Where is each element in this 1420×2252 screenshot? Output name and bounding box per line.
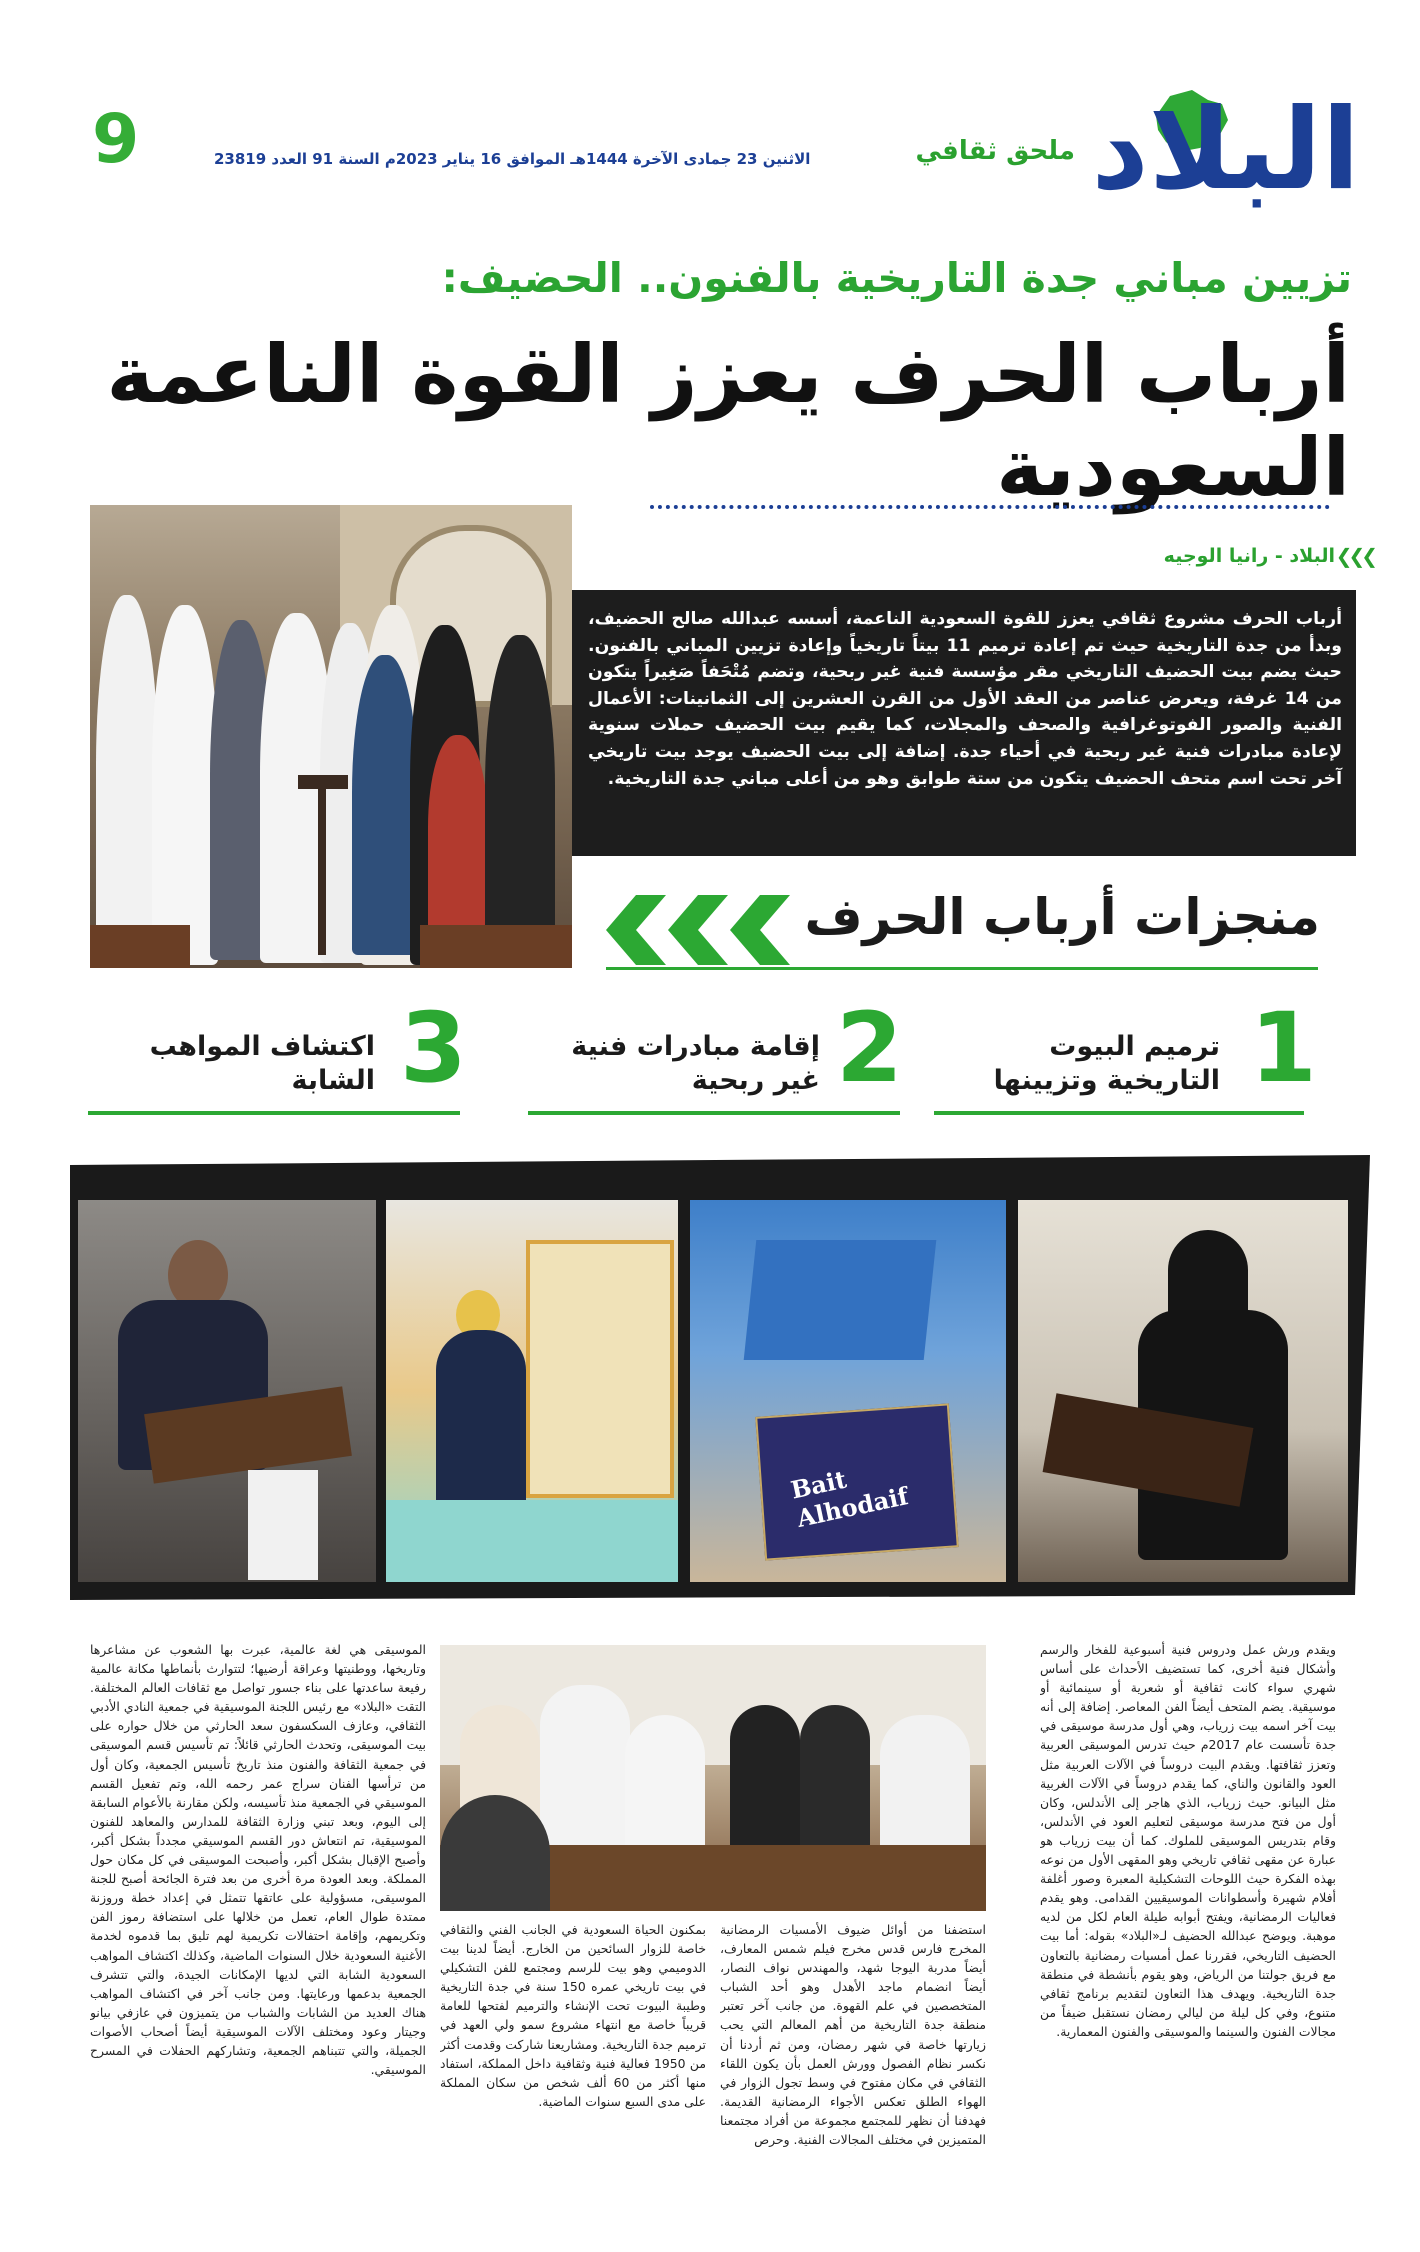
main-headline: أرباب الحرف يعزز القوة الناعمة السعودية	[106, 328, 1350, 514]
achievement-line: غير ربحية	[691, 1065, 820, 1096]
sign-text: Bait Alhodaif	[788, 1464, 911, 1533]
achievement-text-1	[920, 1030, 1220, 1098]
sub-headline: تزيين مباني جدة التاريخية بالفنون.. الحضيف:	[441, 254, 1352, 302]
column-middle-right: استضفنا من أوائل ضيوف الأمسيات الرمضانية المخرج فارس قدس مخرج فيلم شمس المعارف، أيضاً مدربة اليوجا شهد، والمهندس نواف النصار، أيضاً انضمام ماجد الأهدل وهو أحد الشباب المتخصصين في علم القهوة. من جانب آخر تعتبر منطقة جدة التاريخية من أهم المعالم التي يحب زيارتها خاصة في شهر رمضان، ومن ثم أردنا أن نكسر نظام الفصول وورش العمل بأن يكون اللقاء الثقافي في مكان مفتوح في وسط تجول الزوار في الهواء الطلق تعكس الأجواء الرمضانية القديمة. فهدفنا أن نظهر للمجتمع مجموعة من أفراد مجتمعنا المتميزين في مختلف المجالات الفنية. وحرص	[720, 1922, 986, 2148]
dotted-divider	[650, 505, 1330, 509]
achievement-underline	[528, 1111, 900, 1115]
achievement-text-3	[115, 1030, 375, 1098]
achievements-underline	[606, 967, 1318, 970]
achievement-number-2: 2	[836, 992, 903, 1104]
column-left: الموسيقى هي لغة عالمية، عبرت بها الشعوب عن مشاعرها وتاريخها، ووطنيتها وعراقة أرضيها؛ لتتوارث بأنماطها مكانة عالمية رفيعة ساعدتها على بناء جسور تواصل مع ثقافات العالم المختلفة. التقت «البلاد» مع رئيس اللجنة الموسيقية في جمعية النادي الأدبي الثقافي، وعازف السكسفون سعد الحارثي من خلال حواره على بيت الموسيقى، وتحدث الحارثي قائلاً: تم تأسيس قسم الموسيقى في جمعية الثقافة والفنون منذ تاريخ تأسيس الجمعية، وكان أول من ترأسها الفنان سراج عمر رحمه الله، وتم تفعيل القسم الموسيقي في الجمعية منذ تأسيسه، ولكن مقارنة بالأعوام السابقة إلى اليوم، وبعد تبني وزارة الثقافة للمدارس والمعاهد للفنون الموسيقية، تم انتعاش دور القسم الموسيقي مجدداً بشكل أكبر، وأصبح الإقبال بشكل أكبر، وأصبحت الموسيقى في كل مكان حول المملكة. وبعد العودة مرة أخرى من بعد فترة الجائحة أصبح للجنة الموسيقى، مسؤولية على عاتقها تتمثل في إعداد خطة وروزنة ممتدة طوال العام، تعمل من خلالها على استضافة رموز الفن وتكريمهم، وإقامة احتفالات تكريمية لهم تليق بما قدموه لخدمة الأغنية السعودية خلال السنوات الماضية، وكذلك اكتشاف المواهب السعودية الشابة التي لديها الإمكانات الجيدة، والتي تتشرف الجمعية بدعمها ورعايتها. ومن جانب آخر في اكتشاف المواهب هناك العديد من الشابات والشباب من يتميزون في عازفي بيانو وجيتار وعود ومختلف الآلات الموسيقية أيضاً أصحاب الأصوات الجميلة، والتي تتبناهم الجمعية، وتشاركهم الحفلات في المسرح الموسيقي.	[90, 1642, 426, 2078]
byline: البلاد - رانيا الوجيه	[1163, 545, 1335, 567]
section-label: ملحق ثقافي	[915, 136, 1075, 166]
achievement-text-2	[500, 1030, 820, 1098]
achievement-line: التاريخية وتزيينها	[993, 1065, 1220, 1096]
achievements-title: منجزات أرباب الحرف	[804, 888, 1320, 946]
logo-wordmark: البلاد	[1091, 85, 1360, 215]
page-number: 9	[92, 100, 140, 179]
group-photo	[90, 505, 572, 968]
achievement-line: ترميم البيوت	[1049, 1031, 1220, 1062]
issue-date-line: الاثنين 23 جمادى الآخرة 1444هـ الموافق 16 يناير 2023م السنة 91 العدد 23819	[214, 150, 811, 168]
photo-woman-painting-mural	[386, 1200, 678, 1582]
achievement-line: اكتشاف المواهب	[149, 1031, 375, 1062]
column-right: ويقدم ورش عمل ودروس فنية أسبوعية للفخار والرسم وأشكال فنية أخرى، كما تستضيف الأحداث على أساس شهري سواء كانت ثقافية أو شعرية أو سينمائية أو موسيقية. يضم المتحف أيضاً الفن المعاصر. إضافة إلى أنه بيت آخر اسمه بيت زرياب، وهي أول مدرسة موسيقى في جدة تأسست عام 2017م حيث تدرس الموسيقى العربية وتعزز ثقافتها. ويقدم البيت دروساً في الآلات العربية مثل العود والقانون والناي، كما يقدم دروساً في الآلات الغربية مثل البيانو. حيث زرياب، الذي هاجر إلى الأندلس، وكان أول من فتح مدرسة موسيقى لتعليم العود في الأندلس، وقام بتدريس الموسيقى للملوك. كما أن بيت زرياب هو عبارة عن مقهى ثقافي تاريخي وهو المقهى الأول من نوعه بهذه الفكرة حيث اللوحات التشكيلية المعبرة وصور أغلفة أفلام شهيرة وأسطوانات الموسيقيين القدامى. وهو يقدم فعاليات الرمضانية، ويفتح أبوابه طيلة العام لكل من لديه موهبة. ويوضح عبدالله الحضيف لـ«البلاد» بقوله: أما بيت الحضيف التاريخي، فقررنا عمل أمسيات رمضانية بالتعاون مع فريق جولتنا من الرياض، وهو يقوم بأنشطة في منطقة جدة التاريخية. ويهدف هذا التعاون لتقديم برنامج ثقافي متنوع، وفي كل ليلة من ليالي رمضان نستقبل ضيفاً من مجالات الفنون والسينما والموسيقى والفنون المعمارية.	[1040, 1642, 1336, 2039]
photo-bait-alhodaif-sign	[690, 1200, 1006, 1582]
achievement-line: إقامة مبادرات فنية	[571, 1031, 820, 1062]
column-middle-left: بمكنون الحياة السعودية في الجانب الفني والثقافي خاصة للزوار السائحين من الخارج. أيضاً لدينا بيت الدوميمي وهو بيت للرسم ومجتمع للفن التشكيلي في بيت تاريخي عمره 150 سنة في جدة التاريخية وطيبة البيوت تحت الإنشاء والترميم لفتحها للعامة قريباً خاصة مع انتهاء مشروع سمو ولي العهد في ترميم جدة التاريخية. ومشاريعنا شاركت وقدمت أكثر من 1950 فعالية فنية وثقافية داخل المملكة، استفاد منها أكثر من 60 ألف شخص من سكان المملكة على مدى السبع سنوات الماضية.	[440, 1922, 706, 2109]
chevrons-icon	[606, 890, 806, 970]
achievement-underline	[934, 1111, 1304, 1115]
achievement-number-1: 1	[1250, 992, 1317, 1104]
bottom-photo-gathering	[440, 1645, 986, 1911]
newspaper-logo	[1030, 85, 1360, 215]
achievement-number-3: 3	[400, 992, 467, 1104]
byline-arrows-icon: ❮❮❮	[1335, 544, 1374, 568]
achievement-underline	[88, 1111, 460, 1115]
achievement-line: الشابة	[291, 1065, 375, 1096]
photo-qanun-player-woman	[1018, 1200, 1348, 1582]
photo-qanun-player-man	[78, 1200, 376, 1582]
lead-paragraph: أرباب الحرف مشروع ثقافي يعزز للقوة السعودية الناعمة، أسسه عبدالله صالح الحضيف، وبدأ من جدة التاريخية حيث تم إعادة ترميم 11 بيتاً تاريخياً وإعادة تزيين المباني بالفنون. حيث يضم بيت الحضيف التاريخي مقر مؤسسة فنية غير ربحية، وتضم مُتْحَفاً صَغِيراً يتكون من 14 غرفة، ويعرض عناصر من العقد الأول من القرن العشرين إلى الثمانينات: الأعمال الفنية والصور الفوتوغرافية والصحف والمجلات، كما يقيم بيت الحضيف حملات سنوية لإعادة مبادرات فنية غير ربحية في أحياء جدة. إضافة إلى بيت الحضيف يوجد بيت تاريخي آخر تحت اسم متحف الحضيف يتكون من ستة طوابق وهو من أعلى مباني جدة التاريخية.	[588, 609, 1342, 789]
